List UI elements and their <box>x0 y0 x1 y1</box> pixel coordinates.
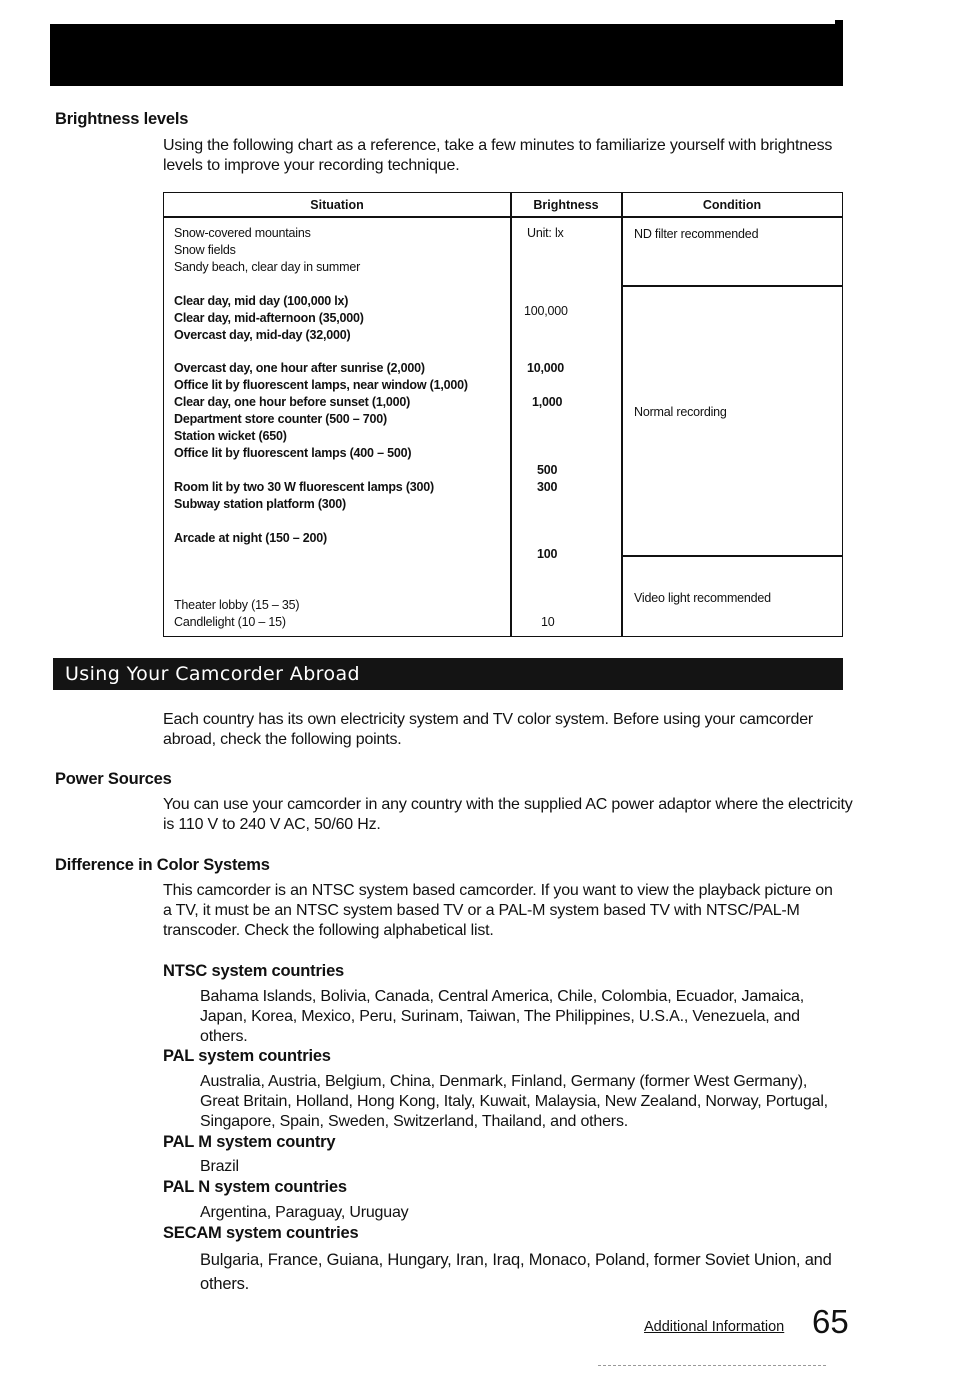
color-systems-heading: Difference in Color Systems <box>55 856 270 874</box>
pal-m-heading: PAL M system country <box>163 1133 336 1151</box>
pal-countries: Australia, Austria, Belgium, China, Denmark, Finland, Germany (former West Germany), Great Britain, Holland, Hong Kong, Italy, Kuwait, Malaysia, New Zealand, Norway, Portugal, Singapore, Spain, Sweden, Switzerland, Thailand, and others. <box>200 1073 828 1130</box>
situation-cell: Department store counter (500 – 700) <box>174 412 388 426</box>
footer-section-label: Additional Information <box>644 1319 785 1335</box>
table-header-brightness: Brightness <box>533 198 599 212</box>
brightness-value: 10 <box>541 615 555 629</box>
section-title: Using Your Camcorder Abroad <box>65 663 360 685</box>
brightness-value: 300 <box>537 480 558 494</box>
abroad-intro: Each country has its own electricity system and TV color system. Before using your camcorder abroad, check the following points. <box>163 711 814 748</box>
secam-countries: Bulgaria, France, Guiana, Hungary, Iran, Iraq, Monaco, Poland, former Soviet Union, and others. <box>200 1251 832 1293</box>
condition-cell: Normal recording <box>634 405 727 419</box>
situation-cell: Station wicket (650) <box>174 429 287 443</box>
situation-cell: Office lit by fluorescent lamps, near window (1,000) <box>174 378 468 392</box>
situation-cell: Overcast day, mid-day (32,000) <box>174 328 351 342</box>
situation-cell: Subway station platform (300) <box>174 497 347 511</box>
brightness-heading: Brightness levels <box>55 110 189 128</box>
situation-cell: Clear day, one hour before sunset (1,000) <box>174 395 411 409</box>
condition-cell: Video light recommended <box>634 591 771 605</box>
situation-cell: Office lit by fluorescent lamps (400 – 500) <box>174 446 412 460</box>
pal-n-heading: PAL N system countries <box>163 1178 347 1196</box>
table-condition-rule <box>621 285 842 287</box>
power-sources-text: You can use your camcorder in any country with the supplied AC power adaptor where the electricity is 110 V to 240 V AC, 50/60 Hz. <box>163 796 853 833</box>
situation-cell: Candlelight (10 – 15) <box>174 615 286 629</box>
situation-cell: Snow-covered mountains <box>174 226 311 240</box>
pal-n-countries: Argentina, Paraguay, Uruguay <box>200 1204 409 1221</box>
table-header-condition: Condition <box>702 198 762 212</box>
brightness-intro: Using the following chart as a reference, take a few minutes to familiarize yourself with brightness levels to improve your recording technique. <box>163 137 833 174</box>
header-bar-notch <box>835 20 843 26</box>
table-divider <box>510 193 512 636</box>
situation-cell: Room lit by two 30 W fluorescent lamps (300) <box>174 480 434 494</box>
ntsc-countries: Bahama Islands, Bolivia, Canada, Central America, Chile, Colombia, Ecuador, Jamaica, Japan, Korea, Mexico, Peru, Surinam, Taiwan, The Philippines, U.S.A., Venezuela, and others. <box>200 988 804 1045</box>
brightness-value: 10,000 <box>527 361 565 375</box>
pal-heading: PAL system countries <box>163 1047 331 1065</box>
brightness-value: 100,000 <box>524 304 568 318</box>
situation-cell: Clear day, mid day (100,000 lx) <box>174 294 349 308</box>
page-number: 65 <box>812 1303 849 1340</box>
table-divider <box>621 193 623 636</box>
brightness-value: 1,000 <box>532 395 563 409</box>
power-sources-heading: Power Sources <box>55 770 172 788</box>
header-bar <box>50 24 843 86</box>
situation-cell: Snow fields <box>174 243 236 257</box>
table-header-situation: Situation <box>310 198 364 212</box>
brightness-value: 100 <box>537 547 558 561</box>
brightness-table <box>163 192 843 637</box>
brightness-value: Unit: lx <box>527 226 564 240</box>
scan-artifact-line <box>598 1365 826 1366</box>
brightness-value: 500 <box>537 463 558 477</box>
condition-cell: ND filter recommended <box>634 227 759 241</box>
color-systems-text: This camcorder is an NTSC system based camcorder. If you want to view the playback picture on a TV, it must be an NTSC system based TV or a PAL-M system based TV with NTSC/PAL-M transcoder. Check the following alphabetical list. <box>163 882 833 939</box>
section-title-bar <box>53 658 843 690</box>
situation-cell: Clear day, mid-afternoon (35,000) <box>174 311 364 325</box>
situation-cell: Arcade at night (150 – 200) <box>174 531 327 545</box>
situation-cell: Overcast day, one hour after sunrise (2,000) <box>174 361 425 375</box>
situation-cell: Theater lobby (15 – 35) <box>174 598 300 612</box>
pal-m-countries: Brazil <box>200 1158 239 1175</box>
ntsc-heading: NTSC system countries <box>163 962 345 980</box>
table-condition-rule <box>621 555 842 557</box>
situation-cell: Sandy beach, clear day in summer <box>174 260 361 274</box>
secam-heading: SECAM system countries <box>163 1224 359 1242</box>
